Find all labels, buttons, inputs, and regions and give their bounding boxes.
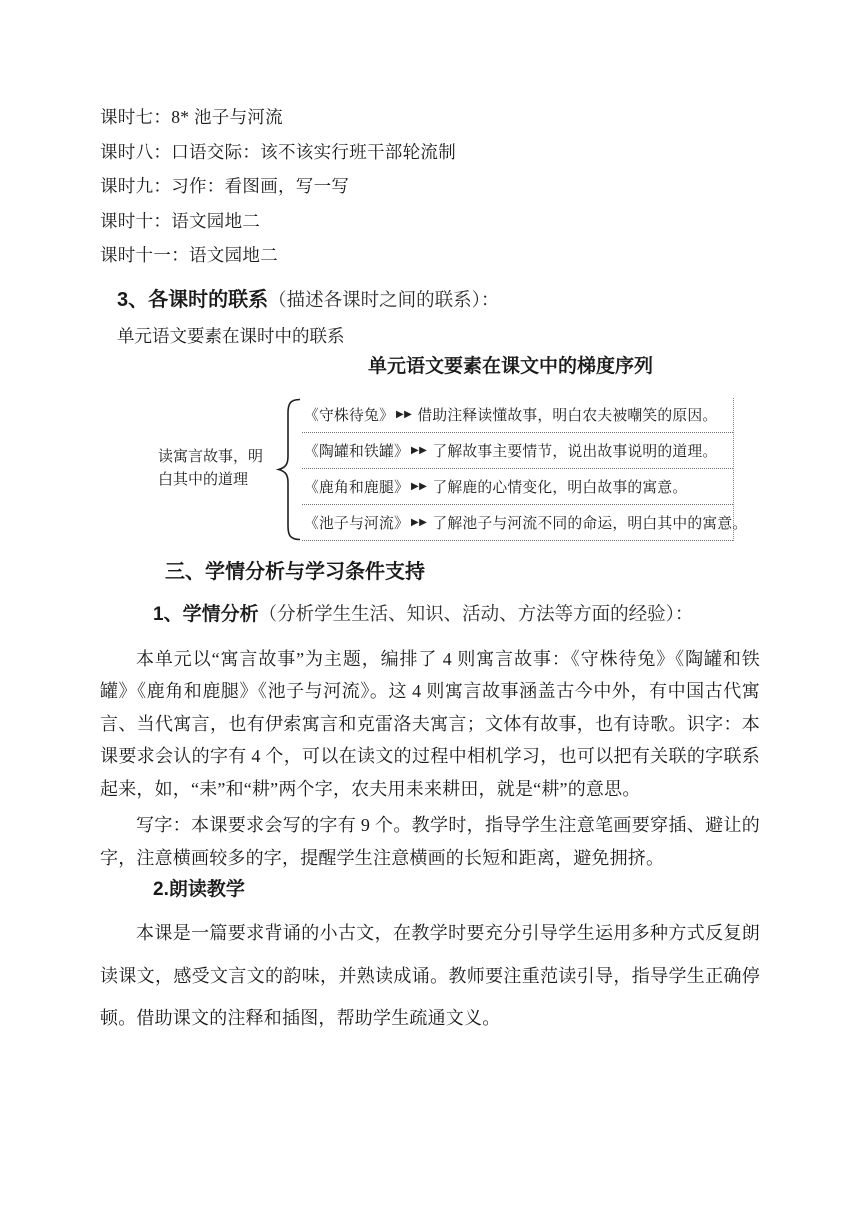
row-description: 借助注释读懂故事，明白农夫被嘲笑的原因。 xyxy=(417,408,718,425)
double-arrow-icon: ▶▶ xyxy=(410,445,428,457)
fable-gradient-diagram xyxy=(100,398,760,541)
lesson-period-list xyxy=(100,100,760,273)
section-three-heading: 三、学情分析与学习条件支持 xyxy=(165,560,425,583)
curly-brace-icon xyxy=(276,398,302,541)
book-title: 《守株待兔》 xyxy=(304,408,394,425)
diagram-row-lujiao xyxy=(302,469,733,505)
lesson-period-item: 课时八：口语交际：该不该实行班干部轮流制 xyxy=(100,141,456,162)
double-arrow-icon: ▶▶ xyxy=(395,409,413,421)
paragraph-writing: 写字：本课要求会写的字有 9 个。教学时，指导学生注意笔画要穿插、避让的字，注意横画较多的字，提醒学生注意横画的长短和距离，避免拥挤。 xyxy=(100,815,760,868)
diagram-label-line2: 白其中的道理 xyxy=(158,472,249,488)
row-description: 了解故事主要情节，说出故事说明的道理。 xyxy=(432,444,718,461)
section3-heading-note: （描述各课时之间的联系）： xyxy=(268,290,500,311)
subsection1-heading-note: （分析学生生活、知识、活动、方法等方面的经验）： xyxy=(258,604,694,625)
subtitle-unit-elements: 单元语文要素在课时中的联系 xyxy=(117,325,345,346)
diagram-rows xyxy=(302,398,748,541)
double-arrow-icon: ▶▶ xyxy=(410,480,428,492)
lesson-period-item: 课时十一：语文园地二 xyxy=(100,245,278,265)
section3-heading-bold: 3、各课时的联系 xyxy=(117,288,269,311)
diagram-title: 单元语文要素在课文中的梯度序列 xyxy=(368,355,654,377)
lesson-period-item: 课时十：语文园地二 xyxy=(100,210,261,231)
diagram-left-label xyxy=(158,446,276,492)
book-title: 《鹿角和鹿腿》 xyxy=(304,479,409,496)
lesson-period-item: 课时七：8* 池子与河流 xyxy=(100,107,283,127)
row-description: 了解鹿的心情变化，明白故事的寓意。 xyxy=(432,479,688,496)
subsection1-heading-bold: 1、学情分析 xyxy=(153,603,259,625)
diagram-row-chizi xyxy=(302,505,748,541)
subsection2-heading: 2.朗读教学 xyxy=(153,879,245,900)
diagram-row-taoguan xyxy=(302,433,733,469)
double-arrow-icon: ▶▶ xyxy=(410,516,428,528)
lesson-period-item: 课时九：习作：看图画，写一写 xyxy=(100,176,350,196)
diagram-label-line1: 读寓言故事，明 xyxy=(158,449,264,465)
paragraph-unit-overview: 本单元以“寓言故事”为主题，编排了 4 则寓言故事：《守株待兔》《陶罐和铁罐》《鹿角和鹿腿》《池子与河流》。这 4 则寓言故事涵盖古今中外，有中国古代寓言、当代寓言，也有伊索寓言和克雷洛夫寓言；文体有故事，也有诗歌。识字：本课要求会认的字有 4 个，可以在读文的过程中相机学习，也可以把有关联的字联系起来，如，“耒”和“耕”两个字，农夫用耒来耕田，就是“耕”的意思。 xyxy=(100,648,760,799)
section3-heading xyxy=(117,285,760,316)
diagram-row-shouzhudaitu xyxy=(302,398,733,434)
subsection1-heading xyxy=(153,601,760,629)
paragraph-reading-teaching: 本课是一篇要求背诵的小古文，在教学时要充分引导学生运用多种方式反复朗读课文，感受文言文的韵味，并熟读成诵。教师要注重范读引导，指导学生正确停顿。借助课文的注释和插图，帮助学生疏通文义。 xyxy=(100,923,760,1028)
row-description: 了解池子与河流不同的命运，明白其中的寓意。 xyxy=(432,515,748,532)
book-title: 《池子与河流》 xyxy=(304,515,409,532)
book-title: 《陶罐和铁罐》 xyxy=(304,444,409,461)
